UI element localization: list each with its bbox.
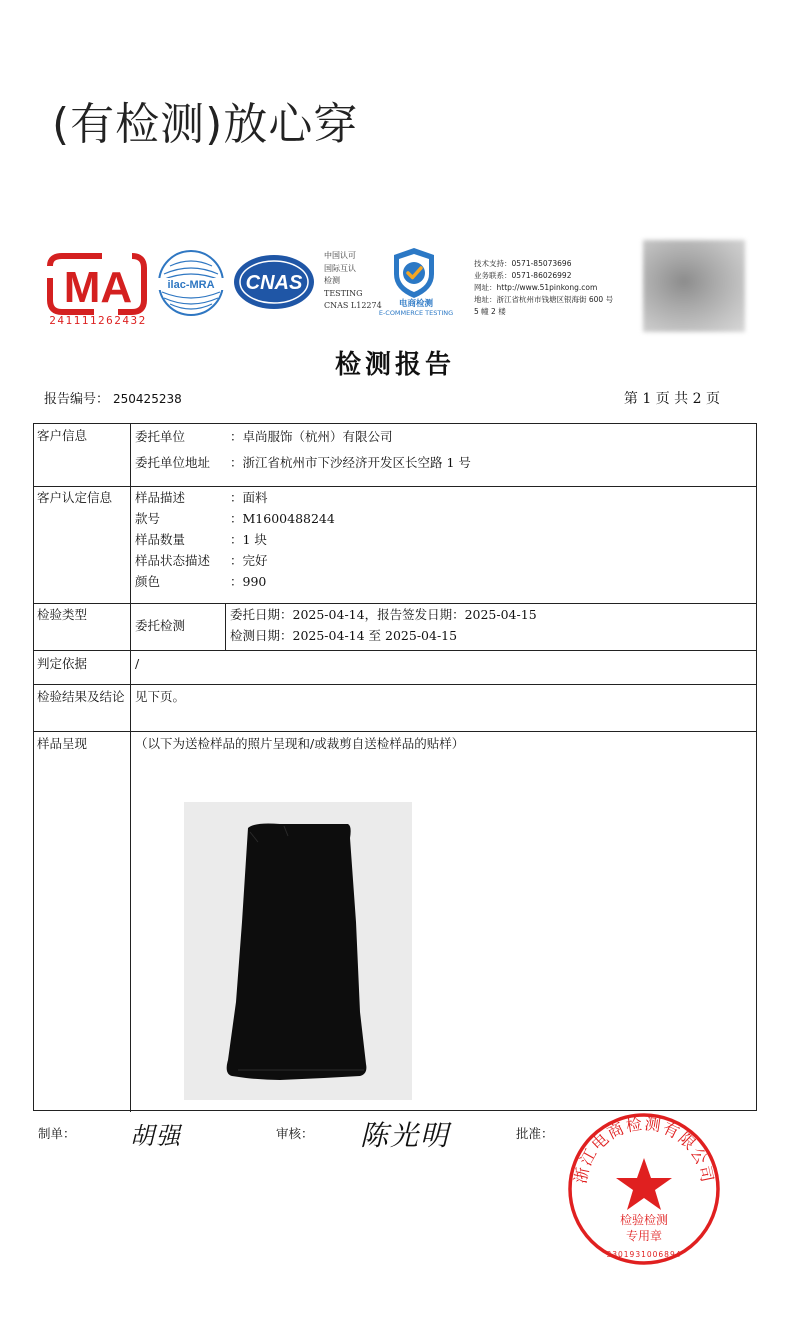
ecommerce-shield-icon: [390, 246, 438, 300]
contact-line: 5 幢 2 楼: [474, 307, 506, 316]
sample-state-value: ：完好: [230, 553, 268, 568]
cma-logo-text: MA: [63, 263, 133, 312]
company-seal: [565, 1110, 723, 1268]
cma-number: 241111262432: [49, 314, 147, 327]
contact-info: [474, 258, 613, 318]
maker-label: 制单：: [38, 1126, 76, 1141]
style-no-value: ：M1600488244: [230, 511, 335, 526]
customer-confirm-label: 客户认定信息: [37, 490, 113, 505]
headline: (有检测)放心穿: [52, 99, 359, 150]
sample-desc-key: 样品描述: [135, 490, 186, 505]
sample-note: （以下为送检样品的照片呈现和/或裁剪自送检样品的贴样）: [135, 736, 465, 751]
inspection-type-label: 检验类型: [37, 607, 88, 622]
svg-text:专用章: 专用章: [625, 1229, 663, 1243]
customer-info-label: 客户信息: [37, 428, 88, 443]
client-label: 委托单位: [135, 429, 186, 444]
sample-qty-key: 样品数量: [135, 532, 186, 547]
svg-text:3301931006894: 3301931006894: [606, 1250, 682, 1259]
contact-line: 地址：浙江省杭州市钱塘区银海街 600 号: [474, 295, 614, 304]
ilac-mra-text: ilac-MRA: [167, 279, 215, 291]
reviewer-signature: 陈光明: [360, 1119, 451, 1152]
report-title: 检测报告: [334, 350, 455, 380]
sample-state-key: 样品状态描述: [135, 553, 211, 568]
fabric-sample-image: [184, 802, 412, 1100]
address-value: ：浙江省杭州市下沙经济开发区长空路 1 号: [230, 455, 471, 470]
contact-line: 网址：http://www.51pinkong.com: [474, 283, 598, 292]
address-label: 委托单位地址: [135, 455, 211, 470]
sample-label: 样品呈现: [37, 736, 88, 751]
sample-photo: [184, 802, 412, 1100]
cnas-logo-text: CNAS: [245, 272, 303, 294]
report-number: 报告编号： 250425238: [44, 392, 182, 407]
maker-signature: 胡强: [130, 1122, 182, 1150]
approver-label: 批准：: [516, 1126, 554, 1141]
ilac-mra-logo: [156, 248, 226, 318]
blurred-qr-code: [643, 240, 745, 332]
style-no-key: 款号: [135, 511, 161, 526]
inspection-type-value: 委托检测: [135, 618, 186, 633]
client-value: ：卓尚服饰（杭州）有限公司: [230, 429, 393, 444]
page-info: 第 1 页 共 2 页: [623, 391, 720, 407]
basis-value: /: [135, 656, 140, 671]
test-dates: 检测日期：2025-04-14 至 2025-04-15: [230, 628, 458, 643]
cnas-logo: [232, 252, 316, 312]
sample-desc-value: ：面料: [230, 490, 268, 505]
reviewer-label: 审核：: [276, 1126, 314, 1141]
svg-text:检验检测: 检验检测: [619, 1213, 669, 1227]
sample-qty-value: ：1 块: [230, 532, 267, 547]
color-value: ：990: [230, 574, 267, 589]
result-label: 检验结果及结论: [37, 689, 125, 704]
shield-caption: 电商检测 E-COMMERCE TESTING: [378, 299, 454, 317]
commission-dates: 委托日期：2025-04-14，报告签发日期：2025-04-15: [230, 607, 537, 622]
contact-line: 业务联系：0571-86026992: [474, 271, 572, 280]
color-key: 颜色: [135, 574, 161, 589]
cnas-caption: 中国认可 国际互认 检测 TESTING CNAS L12274: [324, 251, 382, 310]
svg-text:浙江电商检测有限公司: 浙江电商检测有限公司: [570, 1114, 718, 1186]
contact-line: 技术支持：0571-85073696: [474, 259, 572, 268]
basis-label: 判定依据: [37, 656, 88, 671]
report-table: [33, 423, 757, 1111]
result-value: 见下页。: [135, 689, 186, 704]
